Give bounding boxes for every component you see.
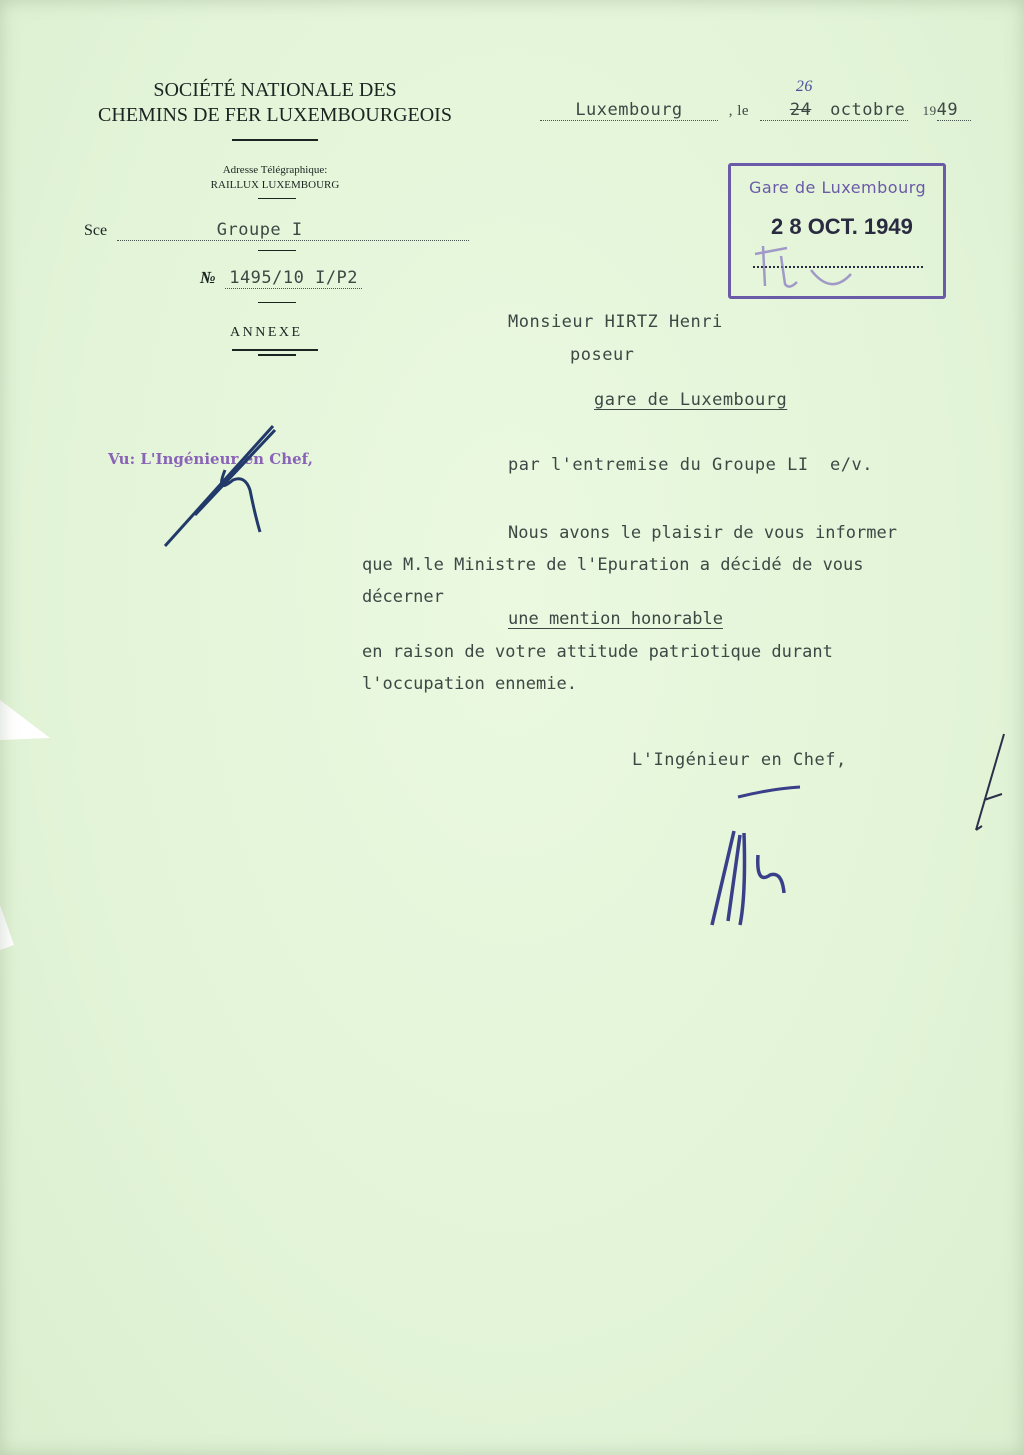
telegraph-address <box>175 163 375 193</box>
stamp-initials-scribble <box>741 226 861 296</box>
annexe-divider-top <box>232 349 318 351</box>
date-place: Luxembourg <box>540 100 718 121</box>
service-value: Groupe I <box>117 220 469 241</box>
company-name-line2: CHEMINS DE FER LUXEMBOURGEOIS <box>98 104 452 126</box>
body-line-3: décerner <box>362 587 444 607</box>
number-value: 1495/10 I/P2 <box>225 268 362 289</box>
service-line <box>84 220 469 241</box>
recipient-location: gare de Luxembourg <box>594 390 788 410</box>
body-line-2: que M.le Ministre de l'Epuration a décidé de vous <box>362 555 864 575</box>
recipient-via: par l'entremise du Groupe LI e/v. <box>508 455 873 475</box>
header-divider <box>232 139 318 141</box>
recipient-name: Monsieur HIRTZ Henri <box>508 312 723 332</box>
service-label: Sce <box>84 222 108 239</box>
body-line-5: en raison de votre attitude patriotique durant <box>362 642 833 662</box>
date-month: octobre <box>830 100 906 120</box>
date-le-label: le <box>737 103 750 119</box>
number-divider <box>258 302 296 303</box>
body-line-4: une mention honorable <box>508 609 723 629</box>
stamp-date: 2 8 OCT. 1949 <box>771 214 913 239</box>
number-label: № <box>200 268 216 287</box>
date-day-month <box>760 78 908 121</box>
service-divider <box>258 250 296 251</box>
annexe-label: ANNEXE <box>230 325 303 340</box>
torn-edge <box>0 700 60 1100</box>
reference-number <box>200 268 362 288</box>
margin-initial-mark <box>968 730 1013 850</box>
recipient-function: poseur <box>570 345 635 365</box>
date-year-suffix: 49 <box>937 100 971 121</box>
body-line-1: Nous avons le plaisir de vous informer <box>508 523 897 543</box>
date-day-typed: 24 <box>789 100 812 120</box>
annexe-divider-bottom <box>258 354 296 356</box>
body-line-6: l'occupation ennemie. <box>362 674 577 694</box>
visa-annotation: Vu: L'Ingénieur en Chef, <box>108 450 314 468</box>
date-day-handwritten: 26 <box>795 78 813 95</box>
dateline: Luxembourg , le 26 24 octobre 1949 <box>540 100 971 121</box>
company-name-line1: SOCIÉTÉ NATIONALE DES <box>153 79 397 101</box>
signature-title: L'Ingénieur en Chef, <box>632 750 847 770</box>
reception-stamp <box>728 163 946 299</box>
chief-engineer-signature <box>700 775 820 935</box>
visa-signature <box>155 420 285 550</box>
telegraph-value: RAILLUX LUXEMBOURG <box>210 179 340 191</box>
stamp-station: Gare de Luxembourg <box>749 178 927 197</box>
company-name <box>40 78 510 128</box>
date-year-prefix: 19 <box>922 103 937 118</box>
telegraph-label: Adresse Télégraphique: <box>222 164 328 176</box>
telegraph-divider <box>258 198 296 199</box>
